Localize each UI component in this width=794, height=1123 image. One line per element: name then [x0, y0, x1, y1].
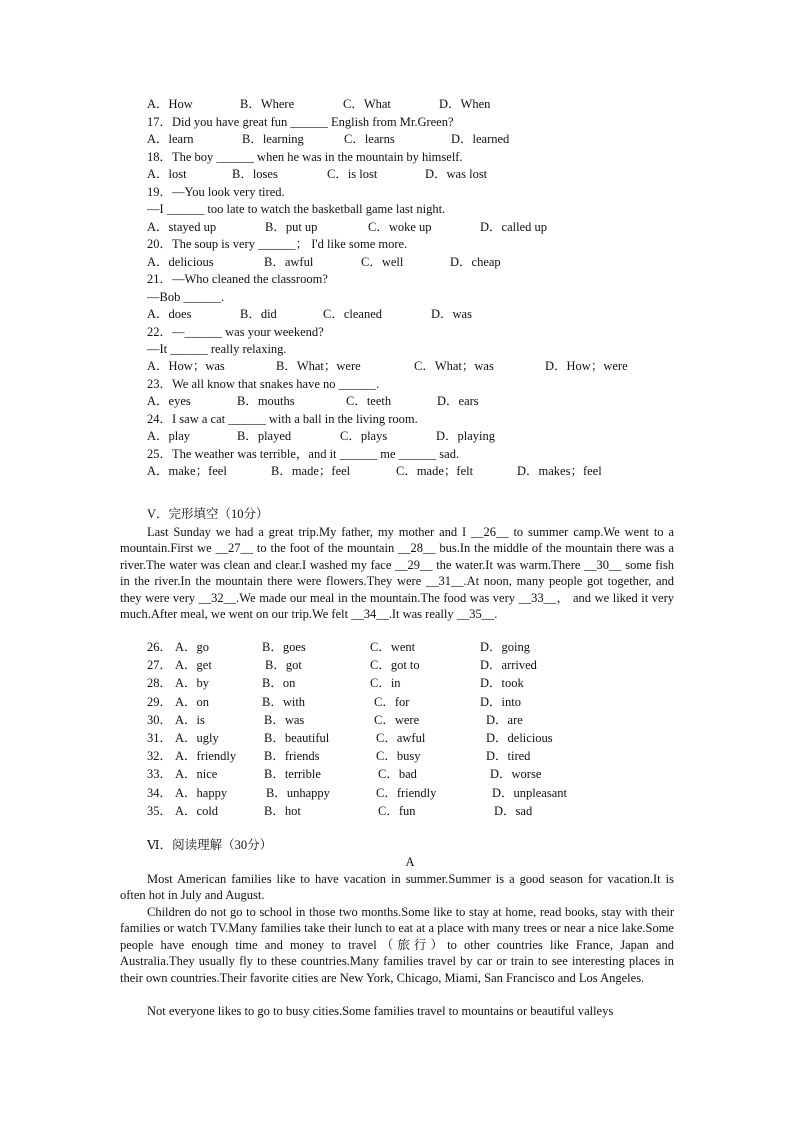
cloze-option-28-c: C．in: [370, 676, 401, 691]
option-q25-b: B．made；feel: [271, 464, 351, 479]
option-q17-d: D．learned: [451, 132, 510, 147]
cloze-item-33-number: 33．: [147, 767, 173, 782]
option-q16-a: A．How: [147, 97, 193, 111]
cloze-option-26-b: B．goes: [262, 640, 306, 654]
option-q22-c: C．What；was: [414, 359, 494, 374]
cloze-option-29-c: C．for: [374, 694, 410, 709]
option-q23-a: A．eyes: [147, 394, 191, 409]
option-q16-d: D．When: [439, 97, 491, 111]
cloze-option-30-a: A．is: [175, 712, 205, 727]
cloze-option-27-a: A．get: [175, 658, 212, 673]
option-q20-c: C．well: [361, 254, 404, 269]
option-q21-b: B．did: [240, 306, 277, 321]
cloze-option-35-a: A．cold: [175, 803, 219, 818]
option-q24-b: B．played: [237, 429, 292, 444]
option-q23-c: C．teeth: [346, 394, 392, 409]
option-q17-c: C．learns: [344, 132, 395, 147]
question-21-stem: 21．—Who cleaned the classroom?: [147, 272, 328, 287]
option-q16-c: C．What: [343, 97, 391, 111]
cloze-option-29-b: B．with: [262, 694, 306, 709]
cloze-option-27-b: B．got: [265, 658, 302, 673]
cloze-option-28-d: D．took: [480, 676, 524, 691]
cloze-item-27-number: 27．: [147, 658, 173, 673]
option-q19-b: B．put up: [265, 219, 318, 234]
reading-paragraph: Children do not go to school in those two months.Some like to stay at home, read books, stay with their families or watch TV.Many families take their lunch to eat at a place with many trees or near a nice lake.Some people have enough time and money to travel（旅行）to other countries like France, Japan and Australia.They usually fly to these countries.Many families travel by car or train to see interesting places in their own countries.Their favorite cities are New York, Chicago, Miami, San Francisco and Los Angeles.: [120, 905, 674, 985]
cloze-option-29-d: D．into: [480, 694, 521, 709]
cloze-option-31-a: A．ugly: [175, 731, 219, 745]
cloze-item-29-number: 29．: [147, 694, 173, 709]
cloze-heading: V．完形填空（10分）: [147, 507, 269, 521]
question-23-stem: 23．We all know that snakes have no ______.: [147, 376, 380, 391]
cloze-option-26-c: C．went: [370, 640, 416, 654]
cloze-option-31-d: D．delicious: [486, 731, 553, 745]
cloze-option-27-d: D．arrived: [480, 658, 537, 673]
option-q22-b: B．What；were: [276, 359, 361, 374]
cloze-item-26-number: 26．: [147, 640, 173, 654]
option-q21-a: A．does: [147, 306, 192, 321]
cloze-option-33-a: A．nice: [175, 767, 218, 782]
cloze-option-30-d: D．are: [486, 712, 523, 727]
option-q19-d: D．called up: [480, 219, 547, 234]
option-q20-a: A．delicious: [147, 254, 214, 269]
cloze-item-30-number: 30．: [147, 712, 173, 727]
cloze-option-30-c: C．were: [374, 712, 420, 727]
question-17-stem: 17．Did you have great fun ______ English from Mr.Green?: [147, 115, 454, 129]
option-q24-d: D．playing: [436, 429, 496, 444]
cloze-option-34-a: A．happy: [175, 785, 228, 800]
cloze-option-33-b: B．terrible: [264, 767, 321, 782]
option-q18-b: B．loses: [232, 167, 278, 182]
option-q22-a: A．How；was: [147, 359, 225, 374]
option-q20-b: B．awful: [264, 254, 314, 269]
cloze-option-29-a: A．on: [175, 694, 210, 709]
reading-paragraph: Most American families like to have vacation in summer.Summer is a good season for vacation.It is often hot in July and August.: [120, 872, 674, 903]
cloze-option-35-d: D．sad: [494, 803, 533, 818]
cloze-item-28-number: 28．: [147, 676, 173, 691]
option-q19-a: A．stayed up: [147, 219, 217, 234]
cloze-item-35-number: 35．: [147, 803, 173, 818]
option-q23-b: B．mouths: [237, 394, 295, 409]
question-22-stem: —It ______ really relaxing.: [147, 341, 287, 356]
cloze-passage: Last Sunday we had a great trip.My father, my mother and I __26__ to summer camp.We went to a mountain.First we __27__ to the foot of the mountain __28__ bus.In the middle of the mountain there was a river.The water was clean and clear.I washed my face __29__ the water.It was warm.There __30__ some fish in the river.In the mountain there were flowers.They were __31__.At noon, many people got together, and they were very __32__.We made our meal in the mountain.The food was very __33__， and we liked it very much.After meal, we went on our trip.We felt __34__.It was really __35__.: [120, 525, 674, 622]
option-q23-d: D．ears: [437, 394, 479, 409]
question-21-stem: —Bob ______.: [147, 289, 225, 304]
cloze-option-32-b: B．friends: [264, 749, 320, 764]
cloze-option-35-c: C．fun: [378, 803, 416, 818]
cloze-option-28-a: A．by: [175, 676, 210, 691]
option-q25-c: C．made；felt: [396, 464, 474, 479]
cloze-option-33-c: C．bad: [378, 767, 417, 782]
cloze-option-34-b: B．unhappy: [266, 785, 330, 800]
option-q16-b: B．Where: [240, 97, 295, 111]
question-25-stem: 25．The weather was terrible，and it ______ me ______ sad.: [147, 446, 460, 461]
cloze-option-33-d: D．worse: [490, 767, 542, 782]
reading-section-label: A: [405, 855, 415, 869]
option-q25-d: D．makes；feel: [517, 464, 602, 479]
cloze-option-32-a: A．friendly: [175, 749, 237, 764]
option-q19-c: C．woke up: [368, 219, 432, 234]
cloze-option-27-c: C．got to: [370, 658, 420, 673]
option-q17-a: A．learn: [147, 132, 194, 147]
reading-paragraph: Not everyone likes to go to busy cities.Some families travel to mountains or beautiful valleys: [147, 1004, 614, 1018]
question-24-stem: 24．I saw a cat ______ with a ball in the living room.: [147, 411, 418, 426]
option-q17-b: B．learning: [242, 132, 304, 147]
question-20-stem: 20．The soup is very ______； I'd like some more.: [147, 237, 408, 252]
option-q21-d: D．was: [431, 306, 472, 321]
cloze-item-34-number: 34．: [147, 785, 173, 800]
question-19-stem: 19．—You look very tired.: [147, 185, 285, 199]
question-22-stem: 22．—______ was your weekend?: [147, 324, 324, 339]
cloze-option-26-d: D．going: [480, 640, 531, 654]
cloze-option-28-b: B．on: [262, 676, 296, 691]
cloze-option-35-b: B．hot: [264, 803, 301, 818]
cloze-item-32-number: 32．: [147, 749, 173, 764]
option-q24-a: A．play: [147, 429, 191, 444]
cloze-option-34-d: D．unpleasant: [492, 785, 567, 800]
cloze-option-31-c: C．awful: [376, 731, 426, 745]
option-q24-c: C．plays: [340, 429, 388, 444]
cloze-option-26-a: A．go: [175, 640, 210, 654]
option-q22-d: D．How；were: [545, 359, 628, 374]
option-q18-d: D．was lost: [425, 167, 488, 182]
cloze-option-31-b: B．beautiful: [264, 731, 330, 745]
option-q20-d: D．cheap: [450, 254, 501, 269]
cloze-option-32-d: D．tired: [486, 749, 531, 764]
cloze-option-30-b: B．was: [264, 712, 305, 727]
option-q21-c: C．cleaned: [323, 306, 383, 321]
cloze-option-34-c: C．friendly: [376, 785, 437, 800]
reading-heading: Ⅵ．阅读理解（30分）: [147, 838, 273, 852]
cloze-option-32-c: C．busy: [376, 749, 421, 764]
question-18-stem: 18．The boy ______ when he was in the mountain by himself.: [147, 150, 463, 164]
cloze-item-31-number: 31．: [147, 731, 173, 745]
option-q18-a: A．lost: [147, 167, 187, 182]
option-q18-c: C．is lost: [327, 167, 378, 182]
question-19-stem: —I ______ too late to watch the basketball game last night.: [147, 202, 446, 217]
option-q25-a: A．make；feel: [147, 464, 227, 479]
